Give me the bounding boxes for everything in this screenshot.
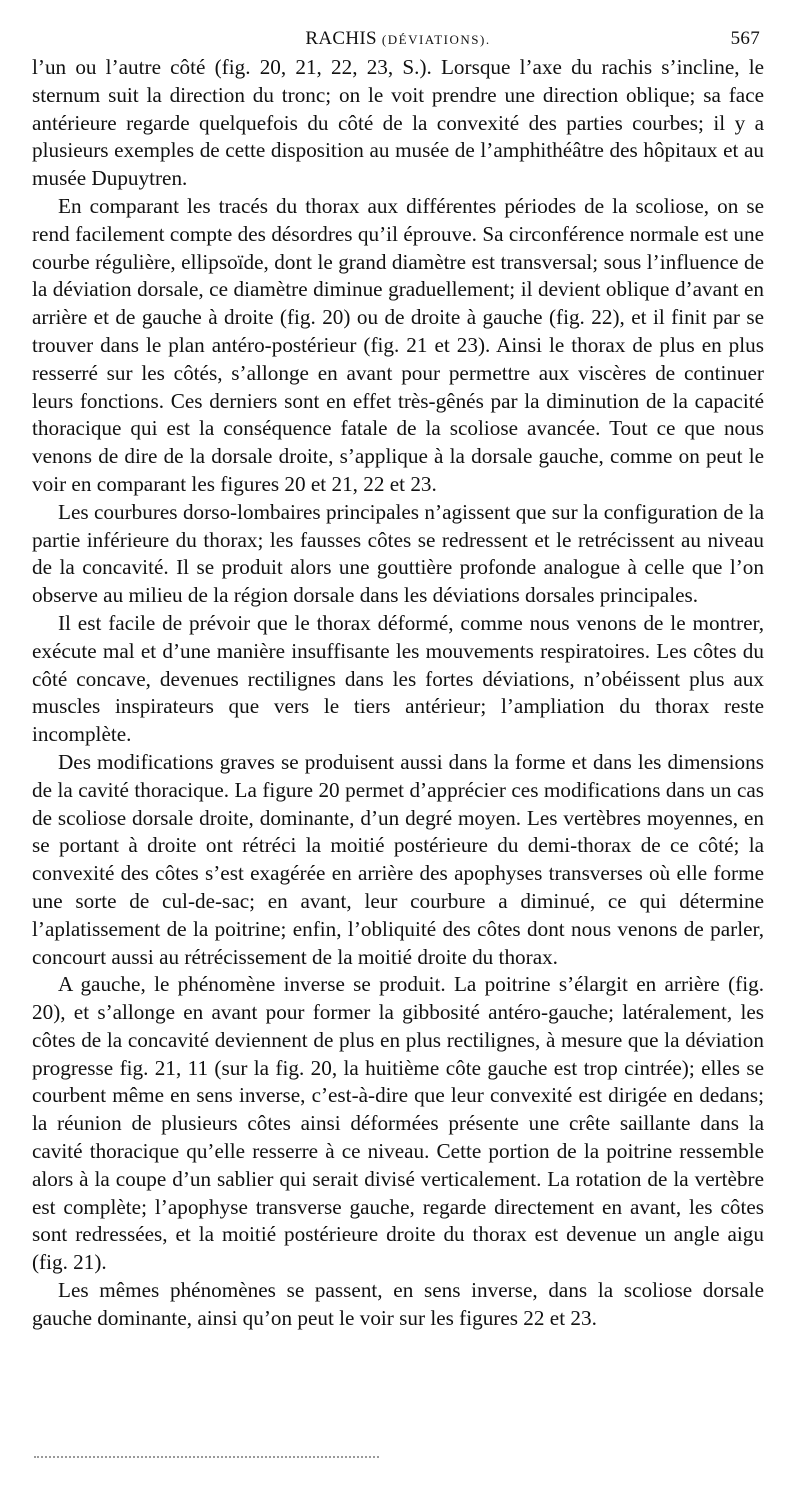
book-page <box>32 28 764 1333</box>
running-header <box>32 28 764 54</box>
paragraph: Des modifications graves se produisent aussi dans la forme et dans les dimensions de la cavité thoracique. La figure 20 permet d’apprécier ces modifications dans un cas de scoliose dorsale droite, dominante, d’un degré moyen. Les vertèbres moyennes, en se portant à droite ont rétréci la moitié postérieure du demi-thorax de ce côté; la convexité des côtes s’est exagérée en arrière des apophyses transverses où elle forme une sorte de cul-de-sac; en avant, leur courbure a diminué, ce qui détermine l’aplatissement de la poitrine; enfin, l’obliquité des côtes dont nous venons de parler, concourt aussi au rétrécissement de la moitié droite du thorax. <box>32 749 764 969</box>
running-title-main: RACHIS <box>305 28 377 49</box>
paragraph: Les courbures dorso-lombaires principales n’agissent que sur la configuration de la partie inférieure du thorax; les fausses côtes se redressent et le retrécissent au niveau de la concavité. Il se produit alors une gouttière profonde analogue à celle que l’on observe au milieu de la région dorsale dans les déviations dorsales principales. <box>32 499 764 608</box>
footer-dotted-rule <box>34 1456 379 1458</box>
paragraph: A gauche, le phénomène inverse se produit. La poitrine s’élargit en arrière (fig. 20), et s’allonge en avant pour former la gibbosité antéro-gauche; latéralement, les côtes de la concavité deviennent de plus en plus rectilignes, à mesure que la déviation progresse fig. 21, 11 (sur la fig. 20, la huitième côte gauche est trop cintrée); elles se courbent même en sens inverse, c’est-à-dire que leur convexité est dirigée en dedans; la réunion de plusieurs côtes ainsi déformées présente une crête saillante dans la cavité thoracique qu’elle resserre à ce niveau. Cette portion de la poitrine ressemble alors à la coupe d’un sablier qui serait divisé verticalement. La rotation de la vertèbre est complète; l’apophyse transverse gauche, regarde directement en avant, les côtes sont redressées, et la moitié postérieure droite du thorax est devenue un angle aigu (fig. 21). <box>32 972 764 1275</box>
paragraph: l’un ou l’autre côté (fig. 20, 21, 22, 23, S.). Lorsque l’axe du rachis s’incline, le sternum suit la direction du tronc; on le voit prendre une direction oblique; sa face antérieure regarde quelquefois du côté de la convexité des parties courbes; il y a plusieurs exemples de cette disposition au musée de l’amphithéâtre des hôpitaux et au musée Dupuytren. <box>32 55 764 191</box>
running-title-sub: (DÉVIATIONS). <box>381 32 491 47</box>
running-title <box>32 28 764 50</box>
paragraph: En comparant les tracés du thorax aux différentes périodes de la scoliose, on se rend facilement compte des désordres qu’il éprouve. Sa circonférence normale est une courbe régulière, ellipsoïde, dont le grand diamètre est transversal; sous l’influence de la déviation dorsale, ce diamètre diminue graduellement; il devient oblique d’avant en arrière et de gauche à droite (fig. 20) ou de droite à gauche (fig. 22), et il finit par se trouver dans le plan antéro-postérieur (fig. 21 et 23). Ainsi le thorax de plus en plus resserré sur les côtés, s’allonge en avant pour permettre aux viscères de continuer leurs fonctions. Ces derniers sont en effet très-gênés par la diminution de la capacité thoracique qui est la conséquence fatale de la scoliose avancée. Tout ce que nous venons de dire de la dorsale droite, s’applique à la dorsale gauche, comme on peut le voir en comparant les figures 20 et 21, 22 et 23. <box>32 193 764 496</box>
body-text <box>32 54 764 1333</box>
page-number: 567 <box>730 28 760 49</box>
paragraph: Les mêmes phénomènes se passent, en sens inverse, dans la scoliose dorsale gauche dominante, ainsi qu’on peut le voir sur les figures 22 et 23. <box>32 1278 764 1330</box>
paragraph: Il est facile de prévoir que le thorax déformé, comme nous venons de le montrer, exécute mal et d’une manière insuffisante les mouvements respiratoires. Les côtes du côté concave, devenues rectilignes dans les fortes déviations, n’obéissent plus aux muscles inspirateurs que vers le tiers antérieur; l’ampliation du thorax reste incomplète. <box>32 610 764 747</box>
